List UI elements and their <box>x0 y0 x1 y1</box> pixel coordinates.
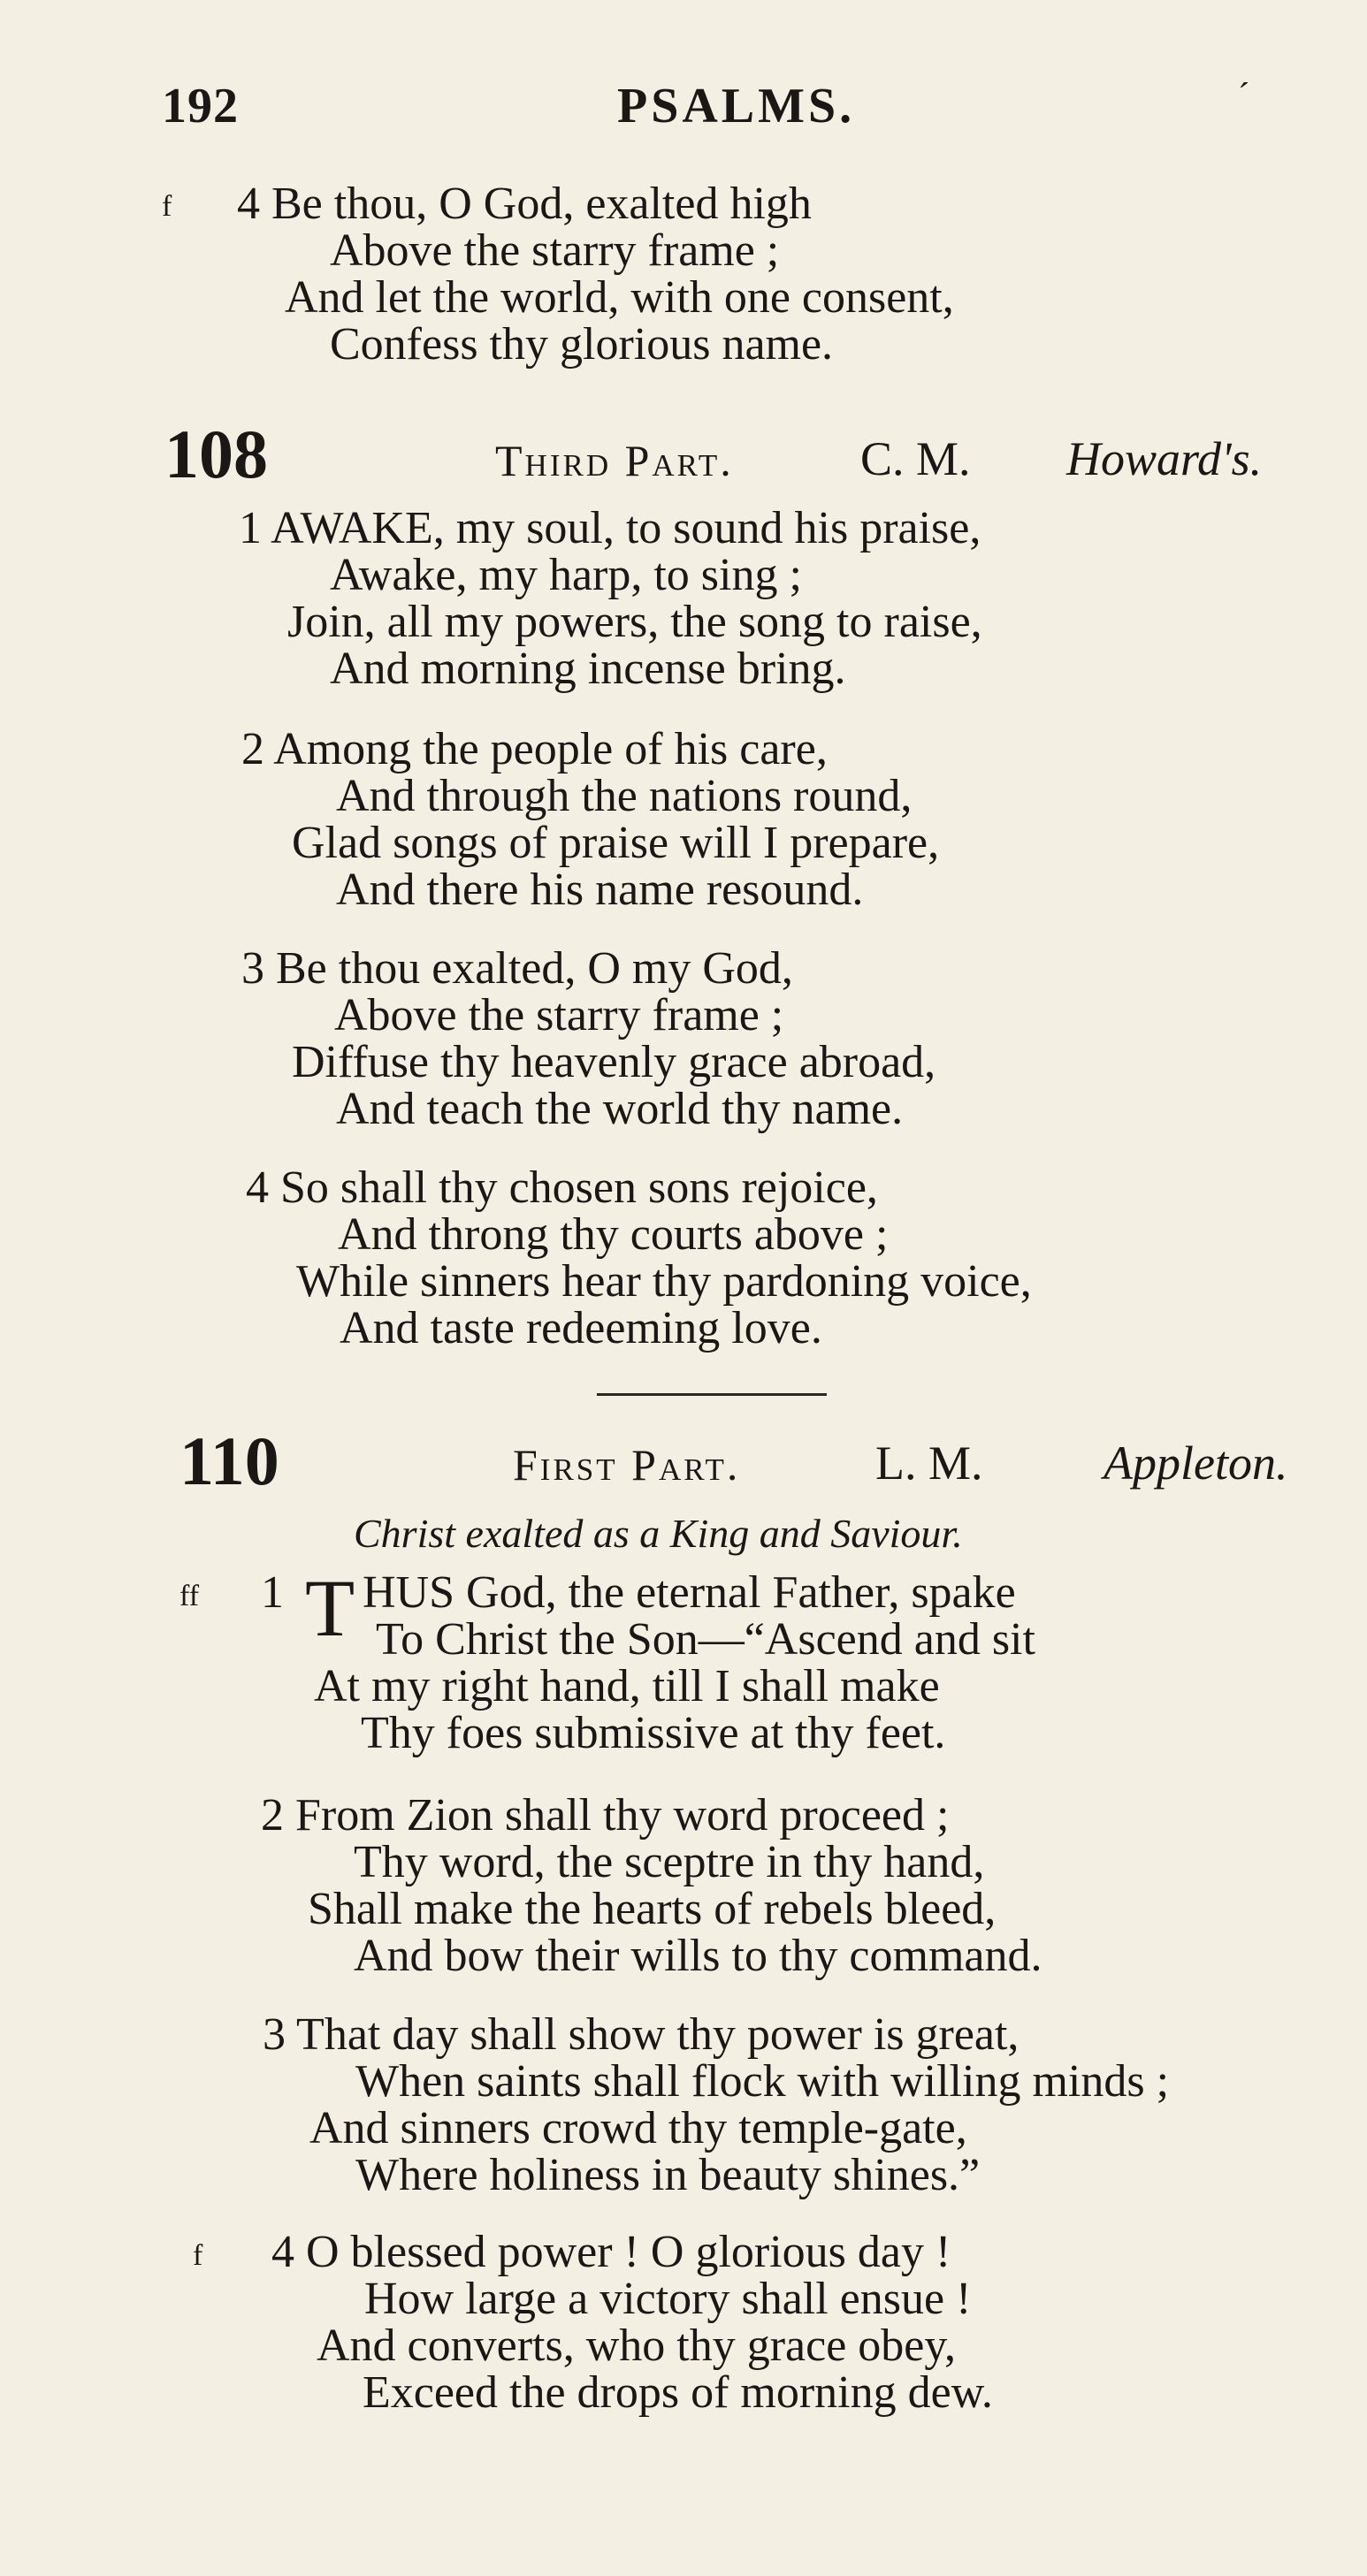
tune-name: Howard's. <box>1066 432 1263 485</box>
verse-line: 2 From Zion shall thy word proceed ; <box>261 1790 950 1841</box>
verse-line: Thy foes submissive at thy feet. <box>361 1708 946 1758</box>
verse-line: And through the nations round, <box>336 771 913 821</box>
verse-line: And let the world, with one consent, <box>285 272 954 323</box>
header-mark: ´ <box>1238 75 1250 115</box>
verse-line: 4 O blessed power ! O glorious day ! <box>271 2227 951 2277</box>
verse-line: And morning incense bring. <box>330 644 846 694</box>
verse-line: And teach the world thy name. <box>336 1084 904 1134</box>
verse-line: 1 AWAKE, my soul, to sound his praise, <box>239 503 981 553</box>
page-title: PSALMS. <box>617 79 856 133</box>
verse-line: Confess thy glorious name. <box>330 319 834 370</box>
verse-line: How large a victory shall ensue ! <box>364 2274 972 2324</box>
psalm-meter: L. M. <box>875 1437 983 1490</box>
verse-line: Shall make the hearts of rebels bleed, <box>308 1884 997 1934</box>
verse-line: 2 Among the people of his care, <box>241 724 828 774</box>
verse-line: And sinners crowd thy temple-gate, <box>309 2103 967 2153</box>
psalm-part: Third Part. <box>495 436 734 485</box>
psalm-part: First Part. <box>513 1440 741 1490</box>
verse-line: 3 That day shall show thy power is great, <box>263 2009 1020 2060</box>
dynamic-marking: f <box>193 2239 203 2272</box>
verse-line: 4 So shall thy chosen sons rejoice, <box>246 1162 878 1213</box>
verse-line: HUS God, the eternal Father, spake <box>363 1567 1016 1618</box>
verse-line: Glad songs of praise will I prepare, <box>292 818 940 868</box>
psalm-number: 110 <box>179 1422 279 1499</box>
verse-line: And throng thy courts above ; <box>338 1209 889 1260</box>
verse-line: And there his name resound. <box>336 865 864 915</box>
verse-line: 4 Be thou, O God, exalted high <box>237 179 812 229</box>
verse-line: Above the starry frame ; <box>330 225 780 276</box>
verse-line: 3 Be thou exalted, O my God, <box>241 943 793 994</box>
verse-line: Thy word, the sceptre in thy hand, <box>354 1837 985 1887</box>
psalm-subtitle: Christ exalted as a King and Saviour. <box>354 1511 963 1556</box>
dynamic-marking: ff <box>179 1580 200 1612</box>
verse-line: To Christ the Son—“Ascend and sit <box>376 1614 1035 1665</box>
verse-line: And taste redeeming love. <box>340 1303 822 1353</box>
verse-line: Above the starry frame ; <box>334 990 784 1040</box>
drop-cap: T <box>305 1563 355 1653</box>
verse-line: And bow their wills to thy command. <box>354 1931 1042 1981</box>
verse-line: While sinners hear thy pardoning voice, <box>296 1256 1032 1307</box>
verse-line: Awake, my harp, to sing ; <box>330 550 802 600</box>
psalm-meter: C. M. <box>860 432 971 485</box>
dynamic-marking: f <box>162 190 172 223</box>
verse-line: And converts, who thy grace obey, <box>317 2321 956 2371</box>
verse-line: At my right hand, till I shall make <box>314 1661 940 1711</box>
verse-line: When saints shall flock with willing minds ; <box>355 2056 1170 2107</box>
page-number: 192 <box>162 79 239 133</box>
verse-line: Exceed the drops of morning dew. <box>363 2367 993 2418</box>
stanza-number: 1 <box>261 1567 284 1618</box>
verse-line: Diffuse thy heavenly grace abroad, <box>292 1037 936 1087</box>
verse-line: Join, all my powers, the song to raise, <box>287 597 982 647</box>
psalm-number: 108 <box>164 415 268 492</box>
verse-line: Where holiness in beauty shines.” <box>355 2150 981 2200</box>
tune-name: Appleton. <box>1104 1437 1288 1490</box>
section-divider <box>597 1393 827 1396</box>
